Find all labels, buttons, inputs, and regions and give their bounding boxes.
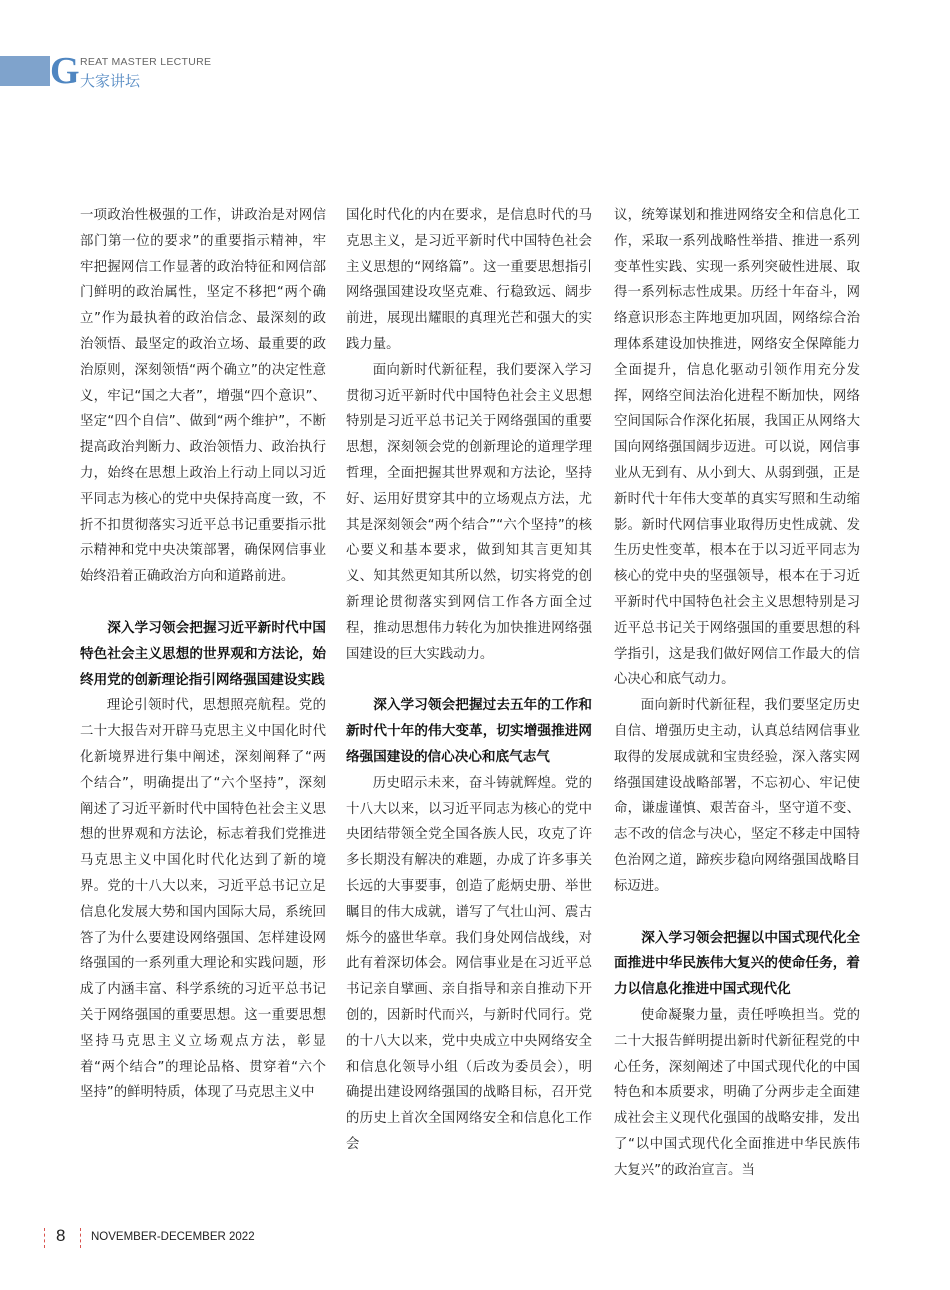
paragraph: 理论引领时代，思想照亮航程。党的二十大报告对开辟马克思主义中国化时代化新境界进行集中阐述，深刻阐释了“两个结合”，明确提出了“六个坚持”，深刻阐述了习近平新时代中国特色社会主义思想的世界观和方法论，标志着我们党推进马克思主义中国化时代化达到了新的境界。党的十八大以来，习近平总书记立足信息化发展大势和国内国际大局，系统回答了为什么要建设网络强国、怎样建设网络强国的一系列重大理论和实践问题，形成了内涵丰富、科学系统的习近平总书记关于网络强国的重要思想。这一重要思想坚持马克思主义立场观点方法，彰显着“两个结合”的理论品格、贯穿着“六个坚持”的鲜明特质，体现了马克思主义中 [80,698,326,1101]
text-column-2 [346,203,592,1158]
issue-date: NOVEMBER-DECEMBER 2022 [91,1231,255,1243]
paragraph: 面向新时代新征程，我们要坚定历史自信、增强历史主动，认真总结网信事业取得的发展成就和宝贵经验，深入落实网络强国建设战略部署，不忘初心、牢记使命，谦虚谨慎、艰苦奋斗，坚守道不变、志不改的信念与决心，坚定不移走中国特色治网之道，蹄疾步稳向网络强国战略目标迈进。 [614,698,860,894]
paragraph: 历史昭示未来，奋斗铸就辉煌。党的十八大以来，以习近平同志为核心的党中央团结带领全党全国各族人民，攻克了许多长期没有解决的难题，办成了许多事关长远的大事要事，创造了彪炳史册、举世瞩目的伟大成就，谱写了气壮山河、震古烁今的盛世华章。我们身处网信战线，对此有着深切体会。网信事业是在习近平总书记亲自擘画、亲自指导和亲自推动下开创的，因新时代而兴，与新时代同行。党的十八大以来，党中央成立中央网络安全和信息化领导小组（后改为委员会），明确提出建设网络强国的战略目标，召开党的历史上首次全国网络安全和信息化工作会 [346,775,592,1152]
paragraph: 议，统筹谋划和推进网络安全和信息化工作，采取一系列战略性举措、推进一系列变革性实践、实现一系列突破性进展、取得一系列标志性成果。历经十年奋斗，网络意识形态主阵地更加巩固，网络综合治理体系建设加快推进，网络安全保障能力全面提升，信息化驱动引领作用充分发挥，网络空间法治化进程不断加快，网络空间国际合作深化拓展，我国正从网络大国向网络强国阔步迈进。可以说，网信事业从无到有、从小到大、从弱到强，正是新时代十年伟大变革的真实写照和生动缩影。新时代网信事业取得历史性成就、发生历史性变革，根本在于以习近平同志为核心的党中央的坚强领导，根本在于习近平新时代中国特色社会主义思想特别是习近平总书记关于网络强国的重要思想的科学指引，这是我们做好网信工作最大的信心决心和底气动力。 [614,208,860,688]
text-column-3 [614,203,860,1183]
header-logo-letter: G [50,50,80,92]
paragraph: 面向新时代新征程，我们要深入学习贯彻习近平新时代中国特色社会主义思想特别是习近平总书记关于网络强国的重要思想，深刻领会党的创新理论的道理学理哲理，全面把握其世界观和方法论，坚持好、运用好贯穿其中的立场观点方法，尤其是深刻领会“两个结合”“六个坚持”的核心要义和基本要求，做到知其言更知其义、知其然更知其所以然，切实将党的创新理论贯彻落实到网信工作各方面全过程，推动思想伟力转化为加快推进网络强国建设的巨大实践动力。 [346,362,592,662]
paragraph: 国化时代化的内在要求，是信息时代的马克思主义，是习近平新时代中国特色社会主义思想的“网络篇”。这一重要思想指引网络强国建设攻坚克难、行稳致远、阔步前进，展现出耀眼的真理光芒和强大的实践力量。 [346,208,592,352]
page-number: 8 [56,1226,66,1245]
header-color-bar [0,56,50,86]
footer-divider [80,1228,81,1248]
section-heading: 深入学习领会把握习近平新时代中国特色社会主义思想的世界观和方法论，始终用党的创新理论指引网络强国建设实践 [80,619,326,688]
paragraph: 使命凝聚力量，责任呼唤担当。党的二十大报告鲜明提出新时代新征程党的中心任务，深刻阐述了中国式现代化的中国特色和本质要求，明确了分两步走全面建成社会主义现代化强国的战略安排，发出了“以中国式现代化全面推进中华民族伟大复兴”的政治宣言。当 [614,1007,860,1178]
header-english-title: REAT MASTER LECTURE [80,56,212,68]
text-column-1 [80,203,326,1106]
section-heading: 深入学习领会把握过去五年的工作和新时代十年的伟大变革，切实增强推进网络强国建设的信心决心和底气志气 [346,697,592,765]
header-chinese-title: 大家讲坛 [80,72,141,90]
footer-divider [44,1228,45,1248]
paragraph: 一项政治性极强的工作，讲政治是对网信部门第一位的要求”的重要指示精神，牢牢把握网信工作显著的政治特征和网信部门鲜明的政治属性，坚定不移把“两个确立”作为最执着的政治信念、最深刻的政治领悟、最坚定的政治立场、最重要的政治原则，深刻领悟“两个确立”的决定性意义，牢记“国之大者”，增强“四个意识”、坚定“四个自信”、做到“两个维护”，不断提高政治判断力、政治领悟力、政治执行力，始终在思想上政治上行动上同以习近平同志为核心的党中央保持高度一致，不折不扣贯彻落实习近平总书记重要指示批示精神和党中央决策部署，确保网信事业始终沿着正确政治方向和道路前进。 [80,208,326,585]
section-heading: 深入学习领会把握以中国式现代化全面推进中华民族伟大复兴的使命任务，着力以信息化推进中国式现代化 [614,929,860,998]
